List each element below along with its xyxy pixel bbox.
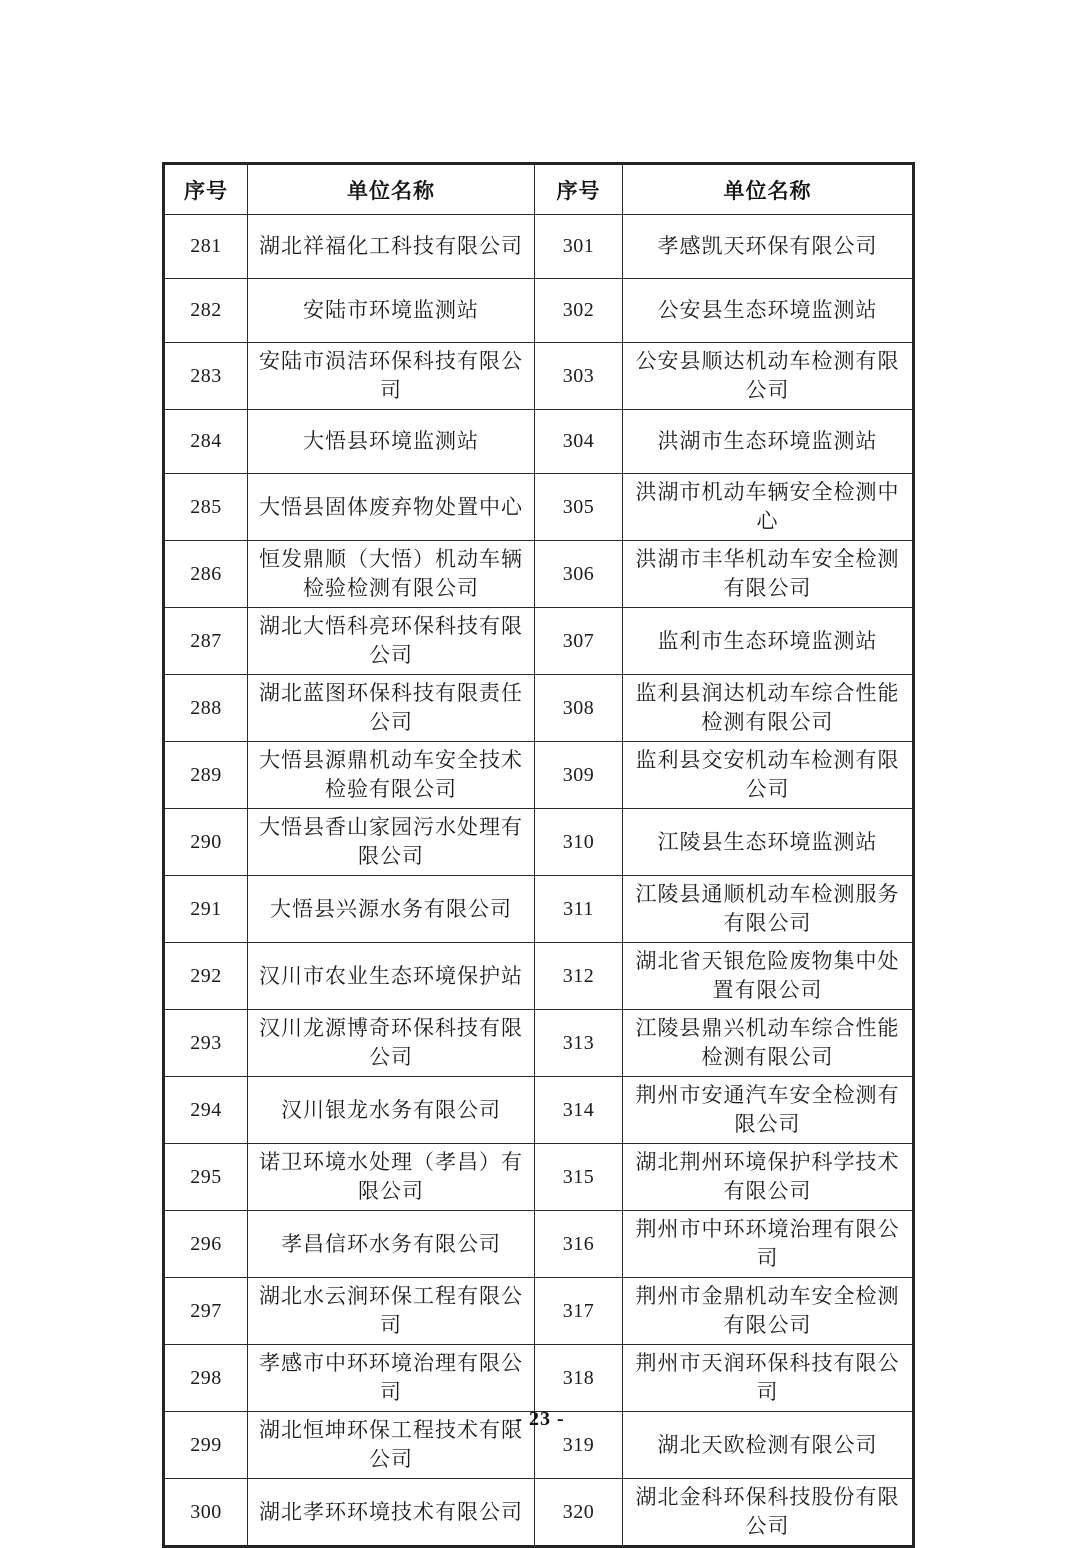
name-cell-left: 湖北水云涧环保工程有限公司 [248,1278,535,1345]
name-cell-right: 江陵县鼎兴机动车综合性能检测有限公司 [623,1010,914,1077]
seq-cell-left: 284 [164,410,248,474]
table-row [164,1010,914,1077]
name-cell-left: 汉川市农业生态环境保护站 [248,943,535,1010]
name-cell-right: 公安县生态环境监测站 [623,279,914,343]
table-row [164,809,914,876]
header-name-left: 单位名称 [248,164,535,215]
seq-cell-left: 282 [164,279,248,343]
seq-cell-left: 291 [164,876,248,943]
name-cell-left: 诺卫环境水处理（孝昌）有限公司 [248,1144,535,1211]
seq-cell-right: 302 [535,279,623,343]
seq-cell-left: 290 [164,809,248,876]
seq-cell-right: 320 [535,1479,623,1547]
name-cell-left: 大悟县兴源水务有限公司 [248,876,535,943]
name-cell-left: 湖北恒坤环保工程技术有限公司 [248,1412,535,1479]
name-cell-left: 汉川银龙水务有限公司 [248,1077,535,1144]
seq-cell-left: 293 [164,1010,248,1077]
name-cell-right: 洪湖市丰华机动车安全检测有限公司 [623,541,914,608]
table-row [164,1077,914,1144]
name-cell-right: 监利市生态环境监测站 [623,608,914,675]
header-name-right: 单位名称 [623,164,914,215]
name-cell-right: 洪湖市生态环境监测站 [623,410,914,474]
seq-cell-right: 317 [535,1278,623,1345]
seq-cell-right: 306 [535,541,623,608]
table-header-row [164,164,914,215]
seq-cell-right: 309 [535,742,623,809]
seq-cell-right: 305 [535,474,623,541]
seq-cell-right: 313 [535,1010,623,1077]
name-cell-left: 大悟县固体废弃物处置中心 [248,474,535,541]
name-cell-left: 汉川龙源博奇环保科技有限公司 [248,1010,535,1077]
seq-cell-left: 299 [164,1412,248,1479]
name-cell-right: 荆州市金鼎机动车安全检测有限公司 [623,1278,914,1345]
name-cell-left: 孝昌信环水务有限公司 [248,1211,535,1278]
table-row [164,1144,914,1211]
seq-cell-right: 318 [535,1345,623,1412]
seq-cell-right: 304 [535,410,623,474]
name-cell-left: 湖北孝环环境技术有限公司 [248,1479,535,1547]
seq-cell-left: 283 [164,343,248,410]
seq-cell-right: 314 [535,1077,623,1144]
seq-cell-left: 292 [164,943,248,1010]
seq-cell-left: 285 [164,474,248,541]
seq-cell-right: 319 [535,1412,623,1479]
table-row [164,675,914,742]
table-row [164,608,914,675]
seq-cell-left: 298 [164,1345,248,1412]
table-row [164,343,914,410]
seq-cell-left: 286 [164,541,248,608]
table-row [164,1211,914,1278]
name-cell-right: 荆州市安通汽车安全检测有限公司 [623,1077,914,1144]
seq-cell-left: 300 [164,1479,248,1547]
seq-cell-left: 296 [164,1211,248,1278]
units-table-body [164,215,914,1547]
name-cell-left: 湖北蓝图环保科技有限责任公司 [248,675,535,742]
seq-cell-right: 316 [535,1211,623,1278]
seq-cell-right: 310 [535,809,623,876]
name-cell-right: 监利县润达机动车综合性能检测有限公司 [623,675,914,742]
seq-cell-left: 287 [164,608,248,675]
name-cell-left: 大悟县香山家园污水处理有限公司 [248,809,535,876]
seq-cell-right: 307 [535,608,623,675]
table-row [164,1345,914,1412]
name-cell-left: 大悟县源鼎机动车安全技术检验有限公司 [248,742,535,809]
name-cell-left: 孝感市中环环境治理有限公司 [248,1345,535,1412]
name-cell-right: 湖北荆州环境保护科学技术有限公司 [623,1144,914,1211]
table-row [164,742,914,809]
name-cell-left: 大悟县环境监测站 [248,410,535,474]
seq-cell-right: 315 [535,1144,623,1211]
name-cell-right: 江陵县通顺机动车检测服务有限公司 [623,876,914,943]
seq-cell-right: 303 [535,343,623,410]
seq-cell-right: 308 [535,675,623,742]
seq-cell-right: 301 [535,215,623,279]
seq-cell-left: 294 [164,1077,248,1144]
seq-cell-left: 297 [164,1278,248,1345]
table-row [164,215,914,279]
seq-cell-left: 288 [164,675,248,742]
table-row [164,279,914,343]
name-cell-left: 恒发鼎顺（大悟）机动车辆检验检测有限公司 [248,541,535,608]
table-row [164,1479,914,1547]
name-cell-right: 湖北省天银危险废物集中处置有限公司 [623,943,914,1010]
seq-cell-left: 295 [164,1144,248,1211]
name-cell-right: 荆州市中环环境治理有限公司 [623,1211,914,1278]
name-cell-left: 安陆市环境监测站 [248,279,535,343]
name-cell-left: 安陆市涢洁环保科技有限公司 [248,343,535,410]
seq-cell-right: 312 [535,943,623,1010]
table-row [164,1278,914,1345]
name-cell-right: 湖北天欧检测有限公司 [623,1412,914,1479]
name-cell-left: 湖北祥福化工科技有限公司 [248,215,535,279]
name-cell-right: 江陵县生态环境监测站 [623,809,914,876]
name-cell-right: 公安县顺达机动车检测有限公司 [623,343,914,410]
table-row [164,541,914,608]
name-cell-left: 湖北大悟科亮环保科技有限公司 [248,608,535,675]
table-row [164,943,914,1010]
seq-cell-right: 311 [535,876,623,943]
header-seq-left: 序号 [164,164,248,215]
table-row [164,410,914,474]
name-cell-right: 孝感凯天环保有限公司 [623,215,914,279]
name-cell-right: 洪湖市机动车辆安全检测中心 [623,474,914,541]
name-cell-right: 监利县交安机动车检测有限公司 [623,742,914,809]
seq-cell-left: 289 [164,742,248,809]
header-seq-right: 序号 [535,164,623,215]
table-row [164,876,914,943]
seq-cell-left: 281 [164,215,248,279]
name-cell-right: 荆州市天润环保科技有限公司 [623,1345,914,1412]
name-cell-right: 湖北金科环保科技股份有限公司 [623,1479,914,1547]
units-table [162,162,915,1548]
table-row [164,474,914,541]
page-number: - 23 - [515,1408,565,1430]
